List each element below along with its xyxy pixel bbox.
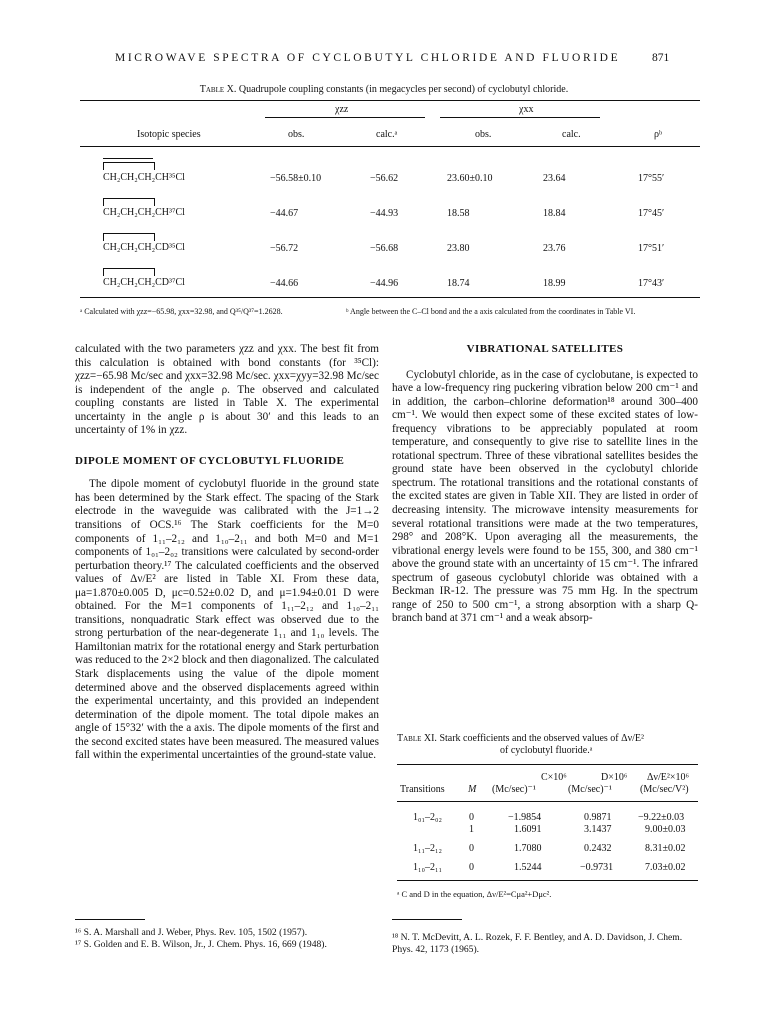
col-dv-unit: (Mc/sec/V²) bbox=[640, 784, 689, 795]
zz-calc: −56.62 bbox=[370, 173, 399, 184]
right-paragraph-1: Cyclobutyl chloride, as in the case of cyclobutane, is expected to have a low-frequency ring puckering vibration below 200 cm⁻¹ and in addition, the carbon–chlorine deformation¹⁸ around 300–400 cm⁻¹. We would then expect some of these excited states of low-frequency vibrations to be appreciably populated at room temperature, and consequently to give rise to satellite lines in the rotational spectrum. Three of these vibrational satellites besides the ground state have been observed in the cyclobutyl chloride spectrum. The rotational transitions and the rotational constants of the excited states are given in Table XII. They are listed in order of decreasing intensity. The microwave intensity measurements for several rotational transitions were made at the two temperatures, 298° and 208°K. Upon averaging all the measurements, the vibrational energy levels were found to be 155, 300, and 380 cm⁻¹ above the ground state with an uncertainty of 15 cm⁻¹. The infrared spectrum of gaseous cyclobutyl chloride was obtained with a Beckman IR-12. The pressure was 75 mm Hg. In the spectrum range of 250 to 500 cm⁻¹, a strong absorption with a sharp Q-branch band at 371 cm⁻¹ and a weak absorp- bbox=[392, 368, 698, 625]
d-value: −0.9731 bbox=[580, 862, 614, 873]
col-d: D×10⁶ bbox=[601, 772, 628, 783]
zz-calc: −44.96 bbox=[370, 278, 399, 289]
transition: 1₁₁–2₁₂ bbox=[413, 843, 442, 854]
running-title: MICROWAVE SPECTRA OF CYCLOBUTYL CHLORIDE AND FLUORIDE bbox=[115, 52, 621, 64]
col-rho: ρᵇ bbox=[654, 129, 663, 140]
page-number: 871 bbox=[652, 52, 670, 64]
col-species: Isotopic species bbox=[137, 129, 201, 140]
col-xx-obs: obs. bbox=[475, 129, 492, 140]
col-m: M bbox=[468, 784, 477, 795]
footnote-18: ¹⁸ N. T. McDevitt, A. L. Rozek, F. F. Bentley, and A. D. Davidson, J. Chem. Phys. 42, 1173 (1965). bbox=[392, 932, 683, 955]
transition: 1₀₁–2₀₂ bbox=[413, 812, 442, 823]
col-xx-calc: calc. bbox=[562, 129, 581, 140]
species-name: CH₂CH₂CH₂CH³⁷Cl bbox=[103, 207, 185, 218]
transition: 1₁₀–2₁₁ bbox=[413, 862, 442, 873]
table10-label: Table X. bbox=[199, 84, 237, 95]
m-value: 0 bbox=[469, 862, 474, 873]
zz-obs: −44.66 bbox=[270, 278, 299, 289]
rho-value: 17°55′ bbox=[638, 173, 665, 184]
footnote-17: ¹⁷ S. Golden and E. B. Wilson, Jr., J. Chem. Phys. 16, 669 (1948). bbox=[75, 938, 327, 950]
col-d-unit: (Mc/sec)⁻¹ bbox=[568, 784, 612, 795]
table10-caption-text: Quadrupole coupling constants (in megacycles per second) of cyclobutyl chloride. bbox=[238, 84, 569, 95]
m-value: 0 bbox=[469, 812, 474, 823]
section-heading-vibrational: VIBRATIONAL SATELLITES bbox=[466, 343, 624, 355]
rho-value: 17°51′ bbox=[638, 243, 665, 254]
table10-group-zz: χzz bbox=[335, 104, 349, 115]
col-dv: Δν/E²×10⁶ bbox=[647, 772, 689, 783]
xx-obs: 23.60±0.10 bbox=[447, 173, 493, 184]
d-value: 0.2432 bbox=[584, 843, 612, 854]
m-value: 0 bbox=[469, 843, 474, 854]
species-name: CH₂CH₂CH₂CH³⁵Cl bbox=[103, 172, 185, 183]
xx-obs: 18.74 bbox=[447, 278, 470, 289]
left-paragraph-1: calculated with the two parameters χzz and χxx. The best fit from this calculation is obtained with bond constants (for ³⁵Cl): χzz=−65.98 Mc/sec and χxx=32.98 Mc/sec. χxx=χyy=32.98 Mc/sec is independent of the angle ρ. The observed and calculated coupling constants are listed in Table X. The experimental uncertainty in the angle ρ is about 30′ and this leads to an uncertainty of 1% in χzz. bbox=[75, 343, 379, 437]
left-paragraph-2: The dipole moment of cyclobutyl fluoride in the ground state has been determined by the Stark effect. The spacing of the Stark electrode in the waveguide was calibrated with the J=1→2 transitions of OCS.¹⁶ The Stark coefficients for the M=0 components of 1₁₁–2₁₂ and 1₁₀–2₁₁ and both M=0 and M=1 components of 1₀₁–2₀₂ transitions were calculated by second-order perturbation theory.¹⁷ The calculated coefficients and the observed values of Δν/E² are listed in Table XI. From these data, μa=1.870±0.005 D, μc=0.52±0.02 D, and μ=1.94±0.01 D were obtained. For the M=1 components of 1₁₁–2₁₂ and 1₁₀–2₁₁ transitions, nonquadratic Stark effect was observed due to the strong perturbation of the near-degenerate 1₁₁ and 1₁₀ levels. The Hamiltonian matrix for the rotational energy and Stark perturbation was reduced to the 2×2 block and then diagonalized. The calculated Stark displacements using the value of the dipole moment determined above and the observed displacements agreed within the experimental uncertainty, and this provided an independent determination of the dipole moment. The total dipole makes an angle of 15°32′ with the a axis. The dipole moments of the first and the second excited states have been measured. The measured values fall within the experimental uncertainties of the ground-state value. bbox=[75, 478, 379, 762]
col-c-unit: (Mc/sec)⁻¹ bbox=[492, 784, 536, 795]
c-value: 1.5244 bbox=[514, 862, 542, 873]
zz-calc: −44.93 bbox=[370, 208, 399, 219]
table11-caption-line2: of cyclobutyl fluoride.ᵃ bbox=[500, 745, 593, 756]
table10-footnote-b: ᵇ Angle between the C–Cl bond and the a axis calculated from the coordinates in Table VI. bbox=[346, 307, 636, 316]
zz-obs: −44.67 bbox=[270, 208, 299, 219]
footnote-16: ¹⁶ S. A. Marshall and J. Weber, Phys. Rev. 105, 1502 (1957). bbox=[75, 927, 308, 938]
c-value: −1.9854 bbox=[508, 812, 542, 823]
rho-value: 17°43′ bbox=[638, 278, 665, 289]
table10-group-xx: χxx bbox=[519, 104, 534, 115]
species-name: CH₂CH₂CH₂CD³⁷Cl bbox=[103, 277, 185, 288]
section-heading-dipole: DIPOLE MOMENT OF CYCLOBUTYL FLUORIDE bbox=[75, 454, 345, 467]
xx-calc: 23.64 bbox=[543, 173, 566, 184]
species-name: CH₂CH₂CH₂CD³⁵Cl bbox=[103, 242, 185, 253]
xx-calc: 18.99 bbox=[543, 278, 566, 289]
d-value: 0.9871 bbox=[584, 812, 612, 823]
c-value: 1.7080 bbox=[514, 843, 542, 854]
rho-value: 17°45′ bbox=[638, 208, 665, 219]
table11-caption-text: Stark coefficients and the observed values of Δν/E² bbox=[439, 733, 644, 744]
table11-label: Table XI. bbox=[397, 733, 437, 744]
zz-obs: −56.72 bbox=[270, 243, 299, 254]
table11-caption-line1 bbox=[397, 733, 644, 744]
zz-calc: −56.68 bbox=[370, 243, 399, 254]
dv-value: 7.03±0.02 bbox=[645, 862, 686, 873]
table11-footnote: ᵃ C and D in the equation, Δν/E²=Cμa²+Dμc². bbox=[397, 889, 552, 899]
xx-calc: 23.76 bbox=[543, 243, 566, 254]
d-value: 3.1437 bbox=[584, 824, 612, 835]
col-zz-calc: calc.ᵃ bbox=[376, 129, 398, 140]
dv-value: −9.22±0.03 bbox=[638, 812, 685, 823]
xx-obs: 18.58 bbox=[447, 208, 470, 219]
c-value: 1.6091 bbox=[514, 824, 542, 835]
dv-value: 8.31±0.02 bbox=[645, 843, 686, 854]
xx-calc: 18.84 bbox=[543, 208, 566, 219]
col-zz-obs: obs. bbox=[288, 129, 305, 140]
col-transitions: Transitions bbox=[400, 784, 445, 795]
zz-obs: −56.58±0.10 bbox=[270, 173, 322, 184]
col-c: C×10⁶ bbox=[541, 772, 567, 783]
table10-footnote-a: ᵃ Calculated with χzz=−65.98, χxx=32.98, and Q³⁵/Q³⁷=1.2628. bbox=[80, 307, 283, 316]
xx-obs: 23.80 bbox=[447, 243, 470, 254]
m-value: 1 bbox=[469, 824, 474, 835]
dv-value: 9.00±0.03 bbox=[645, 824, 686, 835]
